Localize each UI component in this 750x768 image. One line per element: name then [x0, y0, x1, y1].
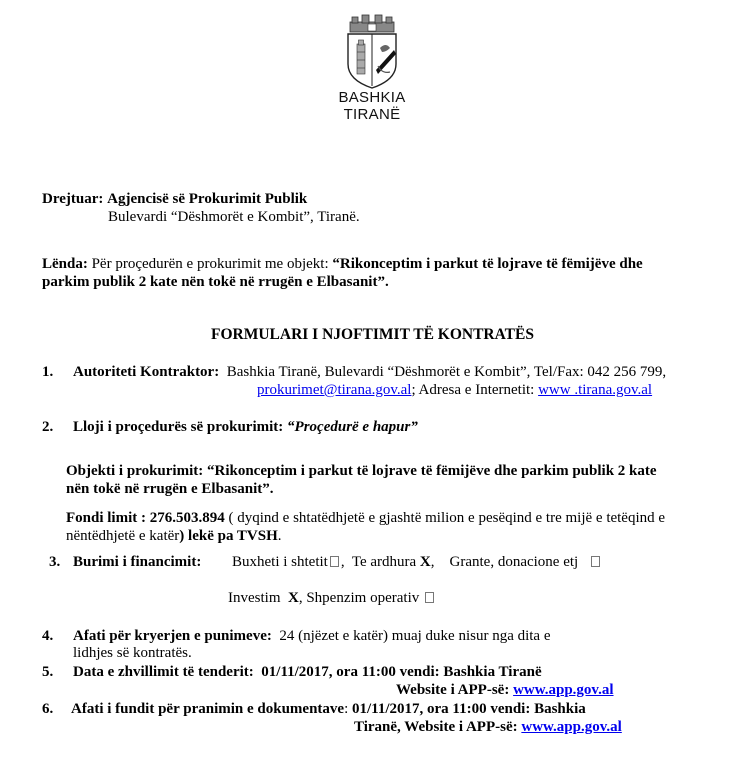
fund-suffix: ) lekë pa TVSH	[179, 528, 278, 544]
item-2-line	[73, 419, 418, 436]
item-5-line-1	[73, 664, 542, 681]
funding-options-line-1	[232, 554, 602, 571]
fund-words-2: nëntëdhjetë e katër	[66, 528, 180, 544]
subject-title-1: “Rikonceptim i parkut të lojrave të fëmijëve dhe	[332, 256, 643, 272]
item-6-colon: :	[344, 701, 349, 717]
item-1-line-1	[73, 364, 666, 381]
grants-checkbox[interactable]	[591, 556, 600, 567]
item-6-text-1: 01/11/2017, ora 11:00 vendi: Bashkia	[352, 701, 586, 717]
item-4-text-2: lidhjes së kontratës.	[73, 645, 192, 661]
item-1-line-2	[257, 382, 652, 399]
logo-text	[320, 89, 424, 123]
option-state-budget-comma: ,	[340, 554, 345, 570]
app-website-link-1[interactable]: www.app.gov.al	[513, 682, 614, 698]
form-title: FORMULARI I NJOFTIMIT TË KONTRATËS	[211, 326, 534, 343]
item-1-text-2: ; Adresa e Internetit:	[411, 382, 535, 398]
operating-expense-checkbox[interactable]	[425, 592, 434, 603]
addressee-line	[42, 191, 307, 208]
item-6-line-2	[354, 719, 622, 736]
option-investment-comma: ,	[298, 590, 303, 606]
fund-line-2	[66, 528, 282, 545]
fund-value: 276.503.894	[149, 510, 225, 526]
option-revenues: Te ardhura	[351, 554, 417, 570]
item-4-label: Afati për kryerjen e punimeve:	[73, 628, 272, 644]
addressee-name: Agjencisë së Prokurimit Publik	[107, 191, 308, 207]
funding-options-line-2	[228, 590, 436, 607]
state-budget-checkbox[interactable]	[330, 556, 339, 567]
object-text-2: nën tokë në rrugën e Elbasanit”.	[66, 481, 274, 497]
subject-line-1	[42, 256, 643, 273]
fund-line-1	[66, 510, 665, 527]
item-6-line-1	[71, 701, 586, 718]
item-6-number: 6.	[42, 701, 54, 717]
item-5-text-1: 01/11/2017, ora 11:00 vendi: Bashkia Tiranë	[261, 664, 542, 680]
option-investment: Investim	[228, 590, 281, 606]
item-1-number: 1.	[42, 364, 54, 380]
item-3-label: Burimi i financimit:	[73, 554, 202, 570]
item-2-label: Lloji i proçedurës së prokurimit:	[73, 419, 284, 435]
item-5-text-2: Website i APP-së:	[396, 682, 510, 698]
item-4-number: 4.	[42, 628, 54, 644]
item-2-number: 2.	[42, 419, 54, 435]
addressee-address: Bulevardi “Dëshmorët e Kombit”, Tiranë.	[108, 209, 360, 225]
item-1-label: Autoriteti Kontraktor:	[73, 364, 220, 380]
object-line-1	[66, 463, 657, 480]
item-5-number: 5.	[42, 664, 54, 680]
fund-words-1: ( dyqind e shtatëdhjetë e gjashtë milion e pesëqind e tre mijë e tetëqind e	[228, 510, 666, 526]
item-4-text-1: 24 (njëzet e katër) muaj duke nisur nga dita e	[279, 628, 551, 644]
item-6-text-2: Tiranë, Website i APP-së:	[354, 719, 518, 735]
logo-line-1: BASHKIA	[338, 89, 406, 106]
item-5-label: Data e zhvillimit të tenderit:	[73, 664, 254, 680]
fund-label: Fondi limit :	[66, 510, 147, 526]
item-5-line-2	[396, 682, 614, 699]
revenues-checkbox-mark[interactable]: X	[419, 554, 431, 570]
option-operating-expense: Shpenzim operativ	[306, 590, 420, 606]
item-1-text-1: Bashkia Tiranë, Bulevardi “Dëshmorët e Kombit”, Tel/Fax: 042 256 799,	[226, 364, 667, 380]
item-6-label: Afati i fundit për pranimin e dokumentave	[71, 701, 345, 717]
bashkia-tirane-coat-of-arms-logo	[340, 14, 404, 90]
subject-label: Lënda:	[42, 256, 88, 272]
subject-title-2: parkim publik 2 kate nën tokë në rrugën e Elbasanit”.	[42, 274, 389, 290]
item-2-value: “Proçedurë e hapur”	[287, 419, 418, 435]
logo-line-2: TIRANË	[343, 106, 401, 123]
option-grants: Grante, donacione etj	[449, 554, 579, 570]
addressee-label: Drejtuar:	[42, 191, 104, 207]
email-link[interactable]: prokurimet@tirana.gov.al	[257, 382, 412, 398]
option-state-budget: Buxheti i shtetit	[232, 554, 328, 570]
item-3-number: 3.	[49, 554, 61, 570]
subject-line-2	[42, 274, 389, 291]
subject-intro: Për proçedurën e prokurimit me objekt:	[91, 256, 329, 272]
item-4-line-1	[73, 628, 551, 645]
fund-end: .	[277, 528, 282, 544]
app-website-link-2[interactable]: www.app.gov.al	[521, 719, 622, 735]
object-label: Objekti i prokurimit:	[66, 463, 204, 479]
website-link[interactable]: www .tirana.gov.al	[538, 382, 653, 398]
object-text-1: “Rikonceptim i parkut të lojrave të fëmijëve dhe parkim publik 2 kate	[206, 463, 657, 479]
investment-checkbox-mark[interactable]: X	[288, 590, 299, 606]
option-revenues-comma: ,	[430, 554, 435, 570]
